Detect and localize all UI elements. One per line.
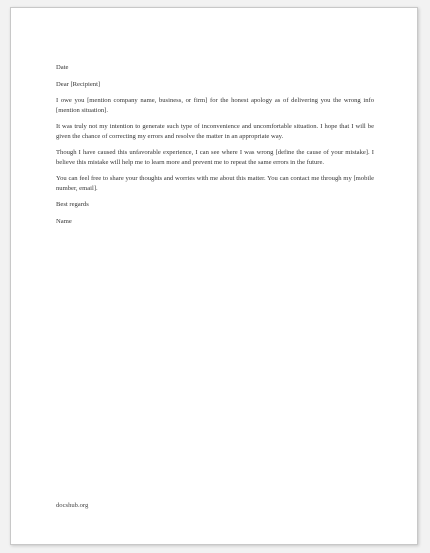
letter-paragraph-contact: You can feel free to share your thoughts and worries with me about this matter. You can contact me through my [mobile number, email]. xyxy=(56,175,374,192)
letter-body xyxy=(56,63,374,233)
letter-salutation: Dear [Recipient] xyxy=(56,80,101,88)
letter-closing: Best regards xyxy=(56,201,89,208)
letter-signature-name: Name xyxy=(56,217,72,225)
footer-site-credit: docshub.org xyxy=(56,502,89,509)
letter-paragraph-apology: I owe you [mention company name, business, or firm] for the honest apology as of delivering you the wrong info [mention situation]. xyxy=(56,97,374,114)
document-page xyxy=(10,7,418,545)
letter-date: Date xyxy=(56,64,69,71)
letter-paragraph-intention: It was truly not my intention to generate such type of inconvenience and uncomfortable situation. I hope that I will be given the chance of correcting my errors and resolve the matter in an appropriate way. xyxy=(56,123,374,140)
letter-paragraph-mistake: Though I have caused this unfavorable experience, I can see where I was wrong [define the cause of your mistake]. I believe this mistake will help me to learn more and prevent me to repeat the same errors in the future. xyxy=(56,149,374,166)
